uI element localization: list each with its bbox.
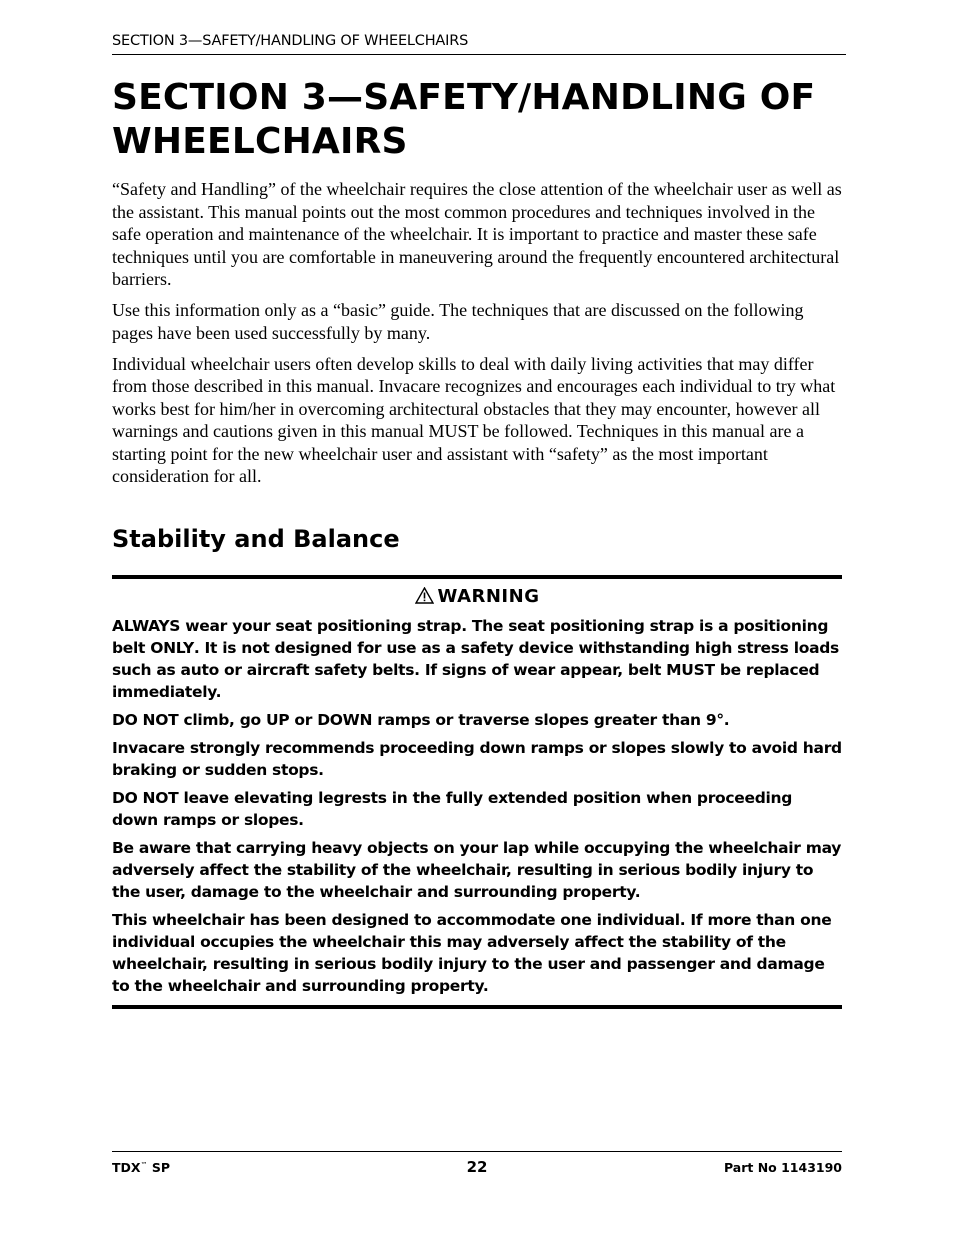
text-run: climb, go	[178, 711, 266, 729]
intro-paragraph-3: Individual wheelchair users often develop skills to deal with daily living activities that may differ from those described in this manual. Invacare recognizes and encourages each individual to try what works best for him/her in overcoming architectural obstacles that they may encounter, however all warnings and cautions given in this manual MUST be followed. Techniques in this manual are a starting point for the new wheelchair user and assistant with “safety” as the most important consideration for all.	[112, 353, 836, 486]
emphasis: UP	[265, 711, 290, 729]
intro-section	[112, 178, 844, 496]
warning-paragraph-6: This wheelchair has been designed to accommodate one individual. If more than one individual occupies the wheelchair this may adversely affect the stability of the wheelchair, resulting in serious bodily injury to the user and passenger and damage to the wheelchair and surrounding property.	[112, 911, 832, 995]
text-run: be replaced immediately.	[112, 661, 820, 701]
subsection-title: Stability and Balance	[112, 525, 400, 553]
warning-paragraph-3: Invacare strongly recommends proceeding down ramps or slopes slowly to avoid hard braking or sudden stops.	[112, 739, 842, 779]
warning-paragraph-4	[112, 787, 842, 831]
trademark-symbol: ™	[140, 1160, 148, 1169]
page-title: SECTION 3—SAFETY/HANDLING OF WHEELCHAIRS	[112, 77, 816, 162]
text-run: ramps or traverse slopes greater than 9°.	[372, 711, 730, 729]
emphasis: DOWN	[317, 711, 373, 729]
warning-triangle-icon	[415, 587, 434, 604]
warning-box	[112, 575, 842, 1009]
warning-paragraph-2	[112, 709, 842, 731]
emphasis: ONLY	[150, 639, 194, 657]
footer-product-name: TDX	[112, 1160, 141, 1175]
warning-paragraph-1	[112, 615, 842, 703]
emphasis: MUST	[666, 661, 715, 679]
intro-paragraph-2: Use this information only as a “basic” guide. The techniques that are discussed on the following pages have been used successfully by many.	[112, 300, 804, 343]
warning-paragraph-5: Be aware that carrying heavy objects on your lap while occupying the wheelchair may adversely affect the stability of the wheelchair, resulting in serious bodily injury to the user, damage to the wheelchair and surrounding property.	[112, 839, 842, 901]
emphasis: DO NOT	[112, 789, 179, 807]
intro-paragraph-1: “Safety and Handling” of the wheelchair requires the close attention of the wheelchair user as well as the assistant. This manual points out the most common procedures and techniques involved in the safe operation and maintenance of the wheelchair. It is important to practice and master these safe techniques until you are comfortable in maneuvering around the frequently encountered architectural barriers.	[112, 179, 842, 289]
emphasis: DO NOT	[112, 711, 179, 729]
footer-page-number: 22	[466, 1158, 488, 1176]
footer-product-suffix: SP	[147, 1160, 171, 1175]
text-run: . It is not designed for use as a safety device withstanding high stress loads such as auto or aircraft safety belts. If signs of wear appear, belt	[112, 639, 839, 679]
running-header	[112, 33, 846, 55]
text-run: or	[289, 711, 318, 729]
running-footer	[112, 1151, 842, 1178]
text-run: leave elevating legrests in the fully extended position when proceeding down ramps or slopes.	[112, 789, 793, 829]
warning-heading-text: WARNING	[437, 586, 540, 607]
emphasis: ALWAYS	[112, 617, 181, 635]
running-header-title: SECTION 3—SAFETY/HANDLING OF WHEELCHAIRS	[112, 33, 469, 49]
footer-part-number: Part No 1143190	[723, 1160, 842, 1175]
warning-heading	[112, 585, 842, 609]
text-run: wear your seat positioning strap. The seat positioning strap is a positioning belt	[112, 617, 829, 657]
